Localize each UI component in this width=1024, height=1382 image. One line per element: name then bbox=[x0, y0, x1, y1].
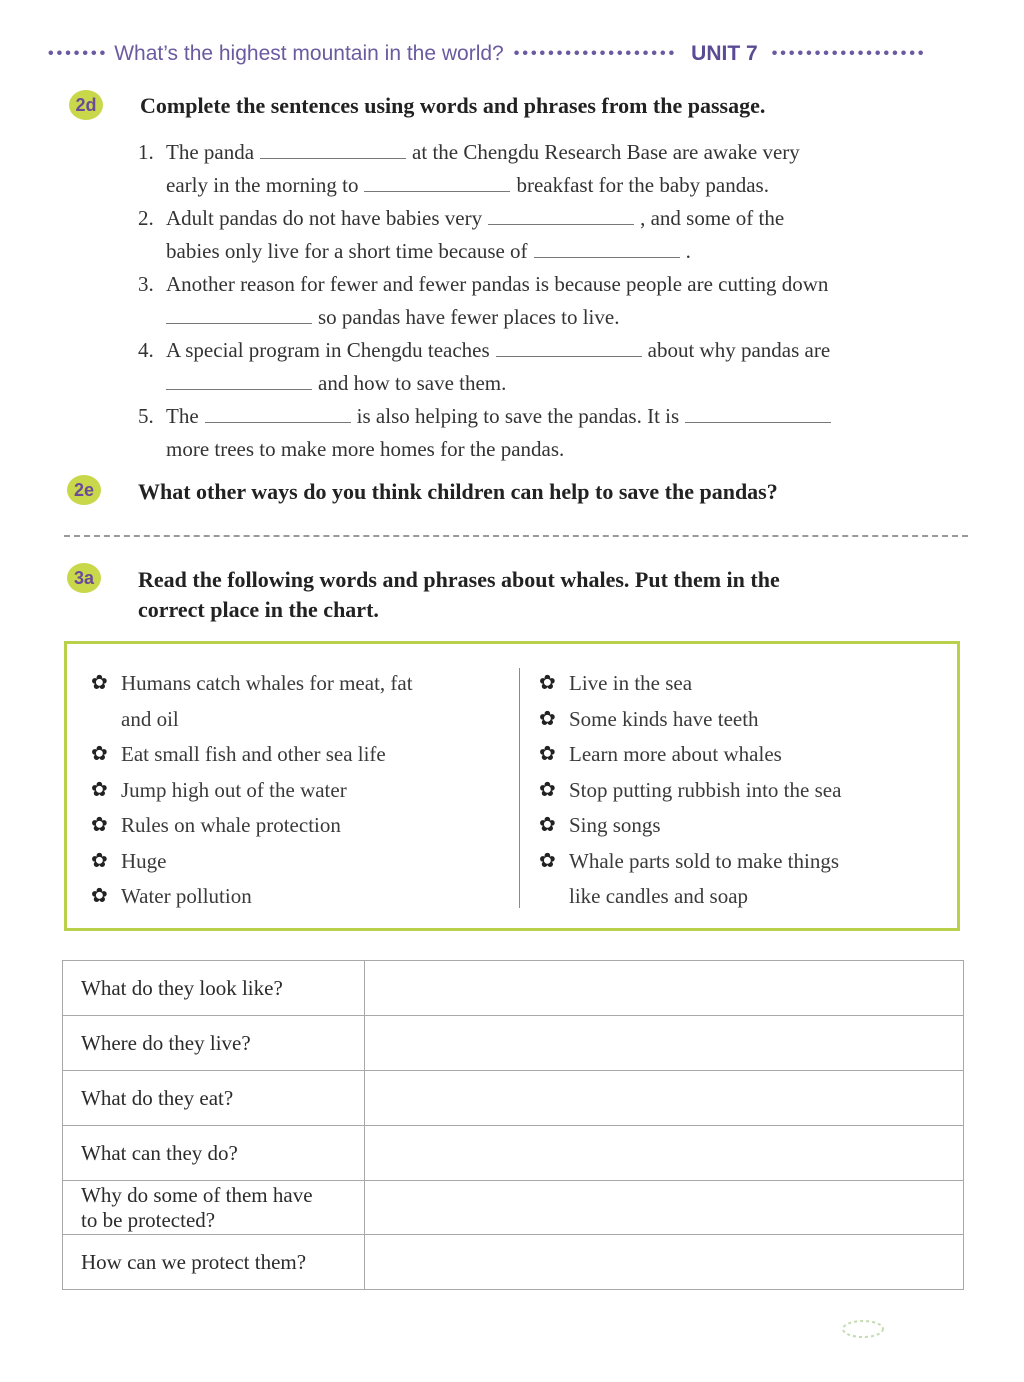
sentence-line bbox=[138, 136, 978, 169]
flower-icon: ✿ bbox=[91, 778, 108, 801]
flower-icon: ✿ bbox=[539, 672, 556, 694]
fill-blank[interactable] bbox=[166, 303, 312, 324]
sentence-number: 2. bbox=[138, 206, 154, 230]
word-item-text: Whale parts sold to make things bbox=[569, 848, 840, 873]
word-box bbox=[64, 641, 960, 931]
word-item-text: Sing songs bbox=[569, 813, 661, 837]
question-text: Why do some of them have bbox=[81, 1182, 313, 1207]
answer-cell[interactable] bbox=[365, 1071, 964, 1126]
table-row bbox=[63, 961, 964, 1016]
word-item bbox=[91, 737, 511, 773]
word-item-text: Rules on whale protection bbox=[121, 813, 341, 837]
answer-cell[interactable] bbox=[365, 1235, 964, 1290]
header-dots-middle: ••••••••••••••••••• bbox=[513, 45, 678, 62]
header-title: What’s the highest mountain in the world? bbox=[114, 42, 504, 65]
instruction-2e: What other ways do you think children can help to save the pandas? bbox=[138, 479, 778, 504]
word-item bbox=[91, 844, 511, 880]
sentence-number: 4. bbox=[138, 338, 154, 362]
word-item bbox=[91, 808, 511, 844]
sentence-text: Adult pandas do not have babies very bbox=[166, 206, 483, 230]
instruction-3a bbox=[138, 565, 780, 625]
flower-icon: ✿ bbox=[539, 778, 556, 801]
word-item bbox=[539, 844, 939, 915]
sentence-text: Another reason for fewer and fewer pandas is because people are cutting down bbox=[166, 272, 829, 296]
sentence-text: more trees to make more homes for the pandas. bbox=[166, 437, 565, 461]
flower-icon: ✿ bbox=[91, 885, 108, 907]
whale-chart-table bbox=[62, 960, 964, 1290]
sentence-text: The panda bbox=[166, 140, 255, 164]
flower-icon: ✿ bbox=[539, 707, 556, 730]
page-header bbox=[48, 38, 1020, 70]
answer-cell[interactable] bbox=[365, 1181, 964, 1235]
sentence-text: . bbox=[685, 239, 691, 263]
sentence-line bbox=[138, 367, 978, 400]
sentence-text: babies only live for a short time because of bbox=[166, 239, 528, 263]
fill-blank[interactable] bbox=[166, 369, 312, 390]
question-cell bbox=[63, 1181, 365, 1235]
table-row bbox=[63, 1071, 964, 1126]
flower-icon: ✿ bbox=[539, 814, 556, 836]
flower-icon: ✿ bbox=[539, 849, 556, 872]
word-item-text: Learn more about whales bbox=[569, 742, 782, 766]
sentence-line bbox=[138, 202, 978, 235]
word-column-right bbox=[539, 666, 939, 915]
word-item bbox=[539, 737, 939, 773]
flower-icon: ✿ bbox=[91, 743, 108, 765]
section-badge-3a: 3a bbox=[67, 563, 101, 593]
word-item bbox=[539, 702, 939, 738]
sentence-text: A special program in Chengdu teaches bbox=[166, 338, 490, 362]
word-item-text: Water pollution bbox=[121, 884, 252, 908]
instruction-3a-line1: Read the following words and phrases about whales. Put them in the bbox=[138, 567, 780, 592]
fill-blank[interactable] bbox=[685, 402, 831, 423]
instruction-2d: Complete the sentences using words and phrases from the passage. bbox=[140, 93, 766, 118]
question-cell: What do they look like? bbox=[63, 961, 365, 1016]
word-item-text: Huge bbox=[121, 848, 167, 873]
page-number-ornament-icon bbox=[838, 1316, 888, 1342]
sentence-number: 5. bbox=[138, 404, 154, 428]
flower-icon: ✿ bbox=[539, 743, 556, 765]
section-badge-2e: 2e bbox=[67, 475, 101, 505]
sentence-line bbox=[138, 268, 978, 301]
answer-cell[interactable] bbox=[365, 1016, 964, 1071]
word-item bbox=[539, 666, 939, 702]
section-badge-2d: 2d bbox=[69, 90, 103, 120]
word-column-left bbox=[91, 666, 511, 915]
answer-cell[interactable] bbox=[365, 961, 964, 1016]
sentence-line bbox=[138, 334, 978, 367]
sentence-text: about why pandas are bbox=[647, 338, 831, 362]
sentence-line bbox=[138, 400, 978, 433]
word-item-text: Jump high out of the water bbox=[121, 777, 347, 802]
question-cell: Where do they live? bbox=[63, 1016, 365, 1071]
sentence-line bbox=[138, 301, 978, 334]
word-item-text: like candles and soap bbox=[569, 884, 749, 908]
sentence-text: early in the morning to bbox=[166, 173, 359, 197]
table-row bbox=[63, 1181, 964, 1235]
table-row bbox=[63, 1016, 964, 1071]
sentence-line bbox=[138, 169, 978, 202]
question-text: to be protected? bbox=[81, 1207, 216, 1232]
header-dots-right: •••••••••••••••••• bbox=[771, 45, 927, 62]
sentence-line bbox=[138, 235, 978, 268]
sentence-text: at the Chengdu Research Base are awake very bbox=[412, 140, 800, 164]
word-item-text: Some kinds have teeth bbox=[569, 706, 759, 731]
question-cell: What do they eat? bbox=[63, 1071, 365, 1126]
column-divider bbox=[519, 668, 520, 908]
sentence-text: , and some of the bbox=[640, 206, 785, 230]
word-item-text: Live in the sea bbox=[569, 671, 693, 695]
flower-icon: ✿ bbox=[91, 672, 108, 694]
sentence-text: breakfast for the baby pandas. bbox=[516, 173, 769, 197]
word-item bbox=[539, 773, 939, 809]
fill-blank[interactable] bbox=[534, 237, 680, 258]
unit-label: UNIT 7 bbox=[691, 42, 758, 65]
word-item-text: Humans catch whales for meat, fat bbox=[121, 671, 413, 695]
fill-blank[interactable] bbox=[488, 204, 634, 225]
fill-blank[interactable] bbox=[364, 171, 510, 192]
table-row bbox=[63, 1126, 964, 1181]
sentence-text: is also helping to save the pandas. It is bbox=[356, 404, 680, 428]
fill-blank[interactable] bbox=[260, 138, 406, 159]
flower-icon: ✿ bbox=[91, 814, 108, 836]
word-item-text: Stop putting rubbish into the sea bbox=[569, 777, 842, 802]
question-cell: How can we protect them? bbox=[63, 1235, 365, 1290]
fill-blank[interactable] bbox=[496, 336, 642, 357]
table-row bbox=[63, 1235, 964, 1290]
word-item bbox=[539, 808, 939, 844]
sentence-number: 1. bbox=[138, 140, 154, 164]
fill-blank[interactable] bbox=[205, 402, 351, 423]
flower-icon: ✿ bbox=[91, 849, 108, 872]
word-item-text: and oil bbox=[121, 706, 179, 731]
word-item bbox=[91, 773, 511, 809]
sentence-number: 3. bbox=[138, 272, 154, 296]
sentence-text: and how to save them. bbox=[318, 371, 507, 395]
sentence-text: The bbox=[166, 404, 199, 428]
answer-cell[interactable] bbox=[365, 1126, 964, 1181]
sentence-list bbox=[138, 136, 978, 466]
answer-line-divider bbox=[64, 535, 968, 537]
word-item bbox=[91, 879, 511, 915]
word-item-text: Eat small fish and other sea life bbox=[121, 742, 386, 766]
sentence-text: so pandas have fewer places to live. bbox=[318, 305, 620, 329]
sentence-line bbox=[138, 433, 978, 466]
word-item bbox=[91, 666, 511, 737]
header-dots-left: ••••••• bbox=[48, 45, 109, 62]
instruction-3a-line2: correct place in the chart. bbox=[138, 597, 379, 622]
question-cell: What can they do? bbox=[63, 1126, 365, 1181]
